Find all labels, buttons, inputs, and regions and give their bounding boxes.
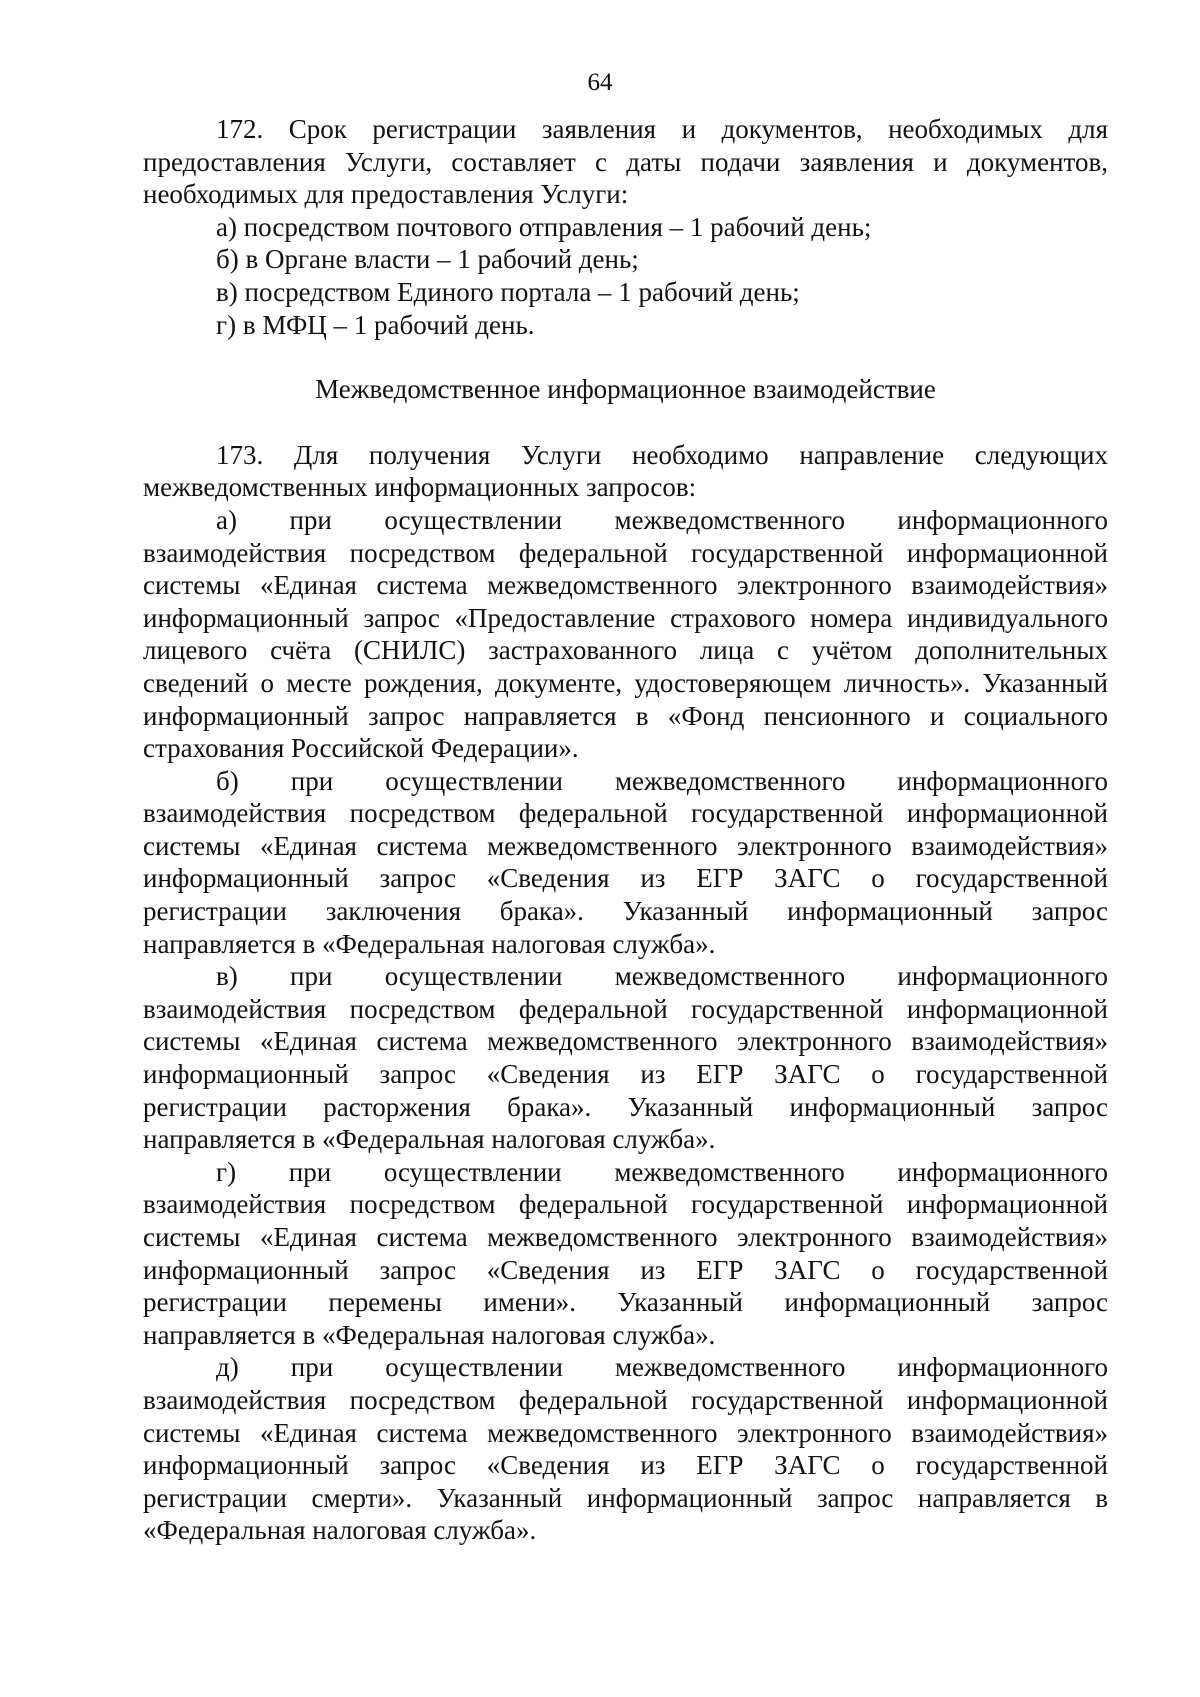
list-item: а) посредством почтового отправления – 1 рабочий день; — [216, 211, 872, 242]
paragraph-line: направляется в «Федеральная налоговая служба». — [143, 1319, 716, 1350]
paragraph-line: необходимых для предоставления Услуги: — [143, 179, 629, 210]
paragraph-line: регистрации заключения брака». Указанный информационный запрос — [143, 896, 1108, 927]
paragraph-173 — [143, 439, 1108, 504]
paragraph-line: взаимодействия посредством федеральной государственной информационной — [143, 798, 1108, 829]
paragraph-line: б) при осуществлении межведомственного информационного — [216, 765, 1108, 796]
paragraph-line: г) при осуществлении межведомственного информационного — [216, 1156, 1108, 1187]
paragraph-line: информационный запрос «Сведения из ЕГР ЗАГС о государственной — [143, 863, 1108, 894]
paragraph-line: предоставления Услуги, составляет с даты подачи заявления и документов, — [143, 146, 1108, 177]
paragraph-line: информационный запрос «Сведения из ЕГР ЗАГС о государственной — [143, 1059, 1108, 1090]
paragraph-172-list — [143, 211, 1108, 341]
paragraph-line: направляется в «Федеральная налоговая служба». — [143, 1124, 716, 1155]
paragraph-line: страхования Российской Федерации». — [143, 733, 579, 764]
paragraph-line: системы «Единая система межведомственного электронного взаимодействия» — [143, 1417, 1108, 1448]
paragraph-line: лицевого счёта (СНИЛС) застрахованного лица с учётом дополнительных — [143, 635, 1108, 666]
paragraph-line: сведений о месте рождения, документе, удостоверяющем личность». Указанный — [143, 667, 1108, 698]
paragraph-172 — [143, 113, 1108, 211]
paragraph-line: взаимодействия посредством федеральной государственной информационной — [143, 537, 1108, 568]
paragraph-line: межведомственных информационных запросов: — [143, 472, 697, 503]
list-item: г) в МФЦ – 1 рабочий день. — [216, 309, 535, 340]
paragraph-line: регистрации расторжения брака». Указанный информационный запрос — [143, 1091, 1108, 1122]
paragraph-line: информационный запрос направляется в «Фонд пенсионного и социального — [143, 700, 1108, 731]
paragraph-line: информационный запрос «Предоставление страхового номера индивидуального — [143, 602, 1108, 633]
paragraph-line: системы «Единая система межведомственного электронного взаимодействия» — [143, 570, 1108, 601]
paragraph-line: информационный запрос «Сведения из ЕГР ЗАГС о государственной — [143, 1450, 1108, 1481]
paragraph-line: системы «Единая система межведомственного электронного взаимодействия» — [143, 1026, 1108, 1057]
item-g — [143, 1156, 1108, 1352]
paragraph-line: направляется в «Федеральная налоговая служба». — [143, 928, 716, 959]
list-item: в) посредством Единого портала – 1 рабочий день; — [216, 276, 800, 307]
paragraph-line: взаимодействия посредством федеральной государственной информационной — [143, 1189, 1108, 1220]
item-v — [143, 960, 1108, 1156]
list-item: б) в Органе власти – 1 рабочий день; — [216, 244, 639, 275]
paragraph-line: взаимодействия посредством федеральной государственной информационной — [143, 993, 1108, 1024]
paragraph-line: а) при осуществлении межведомственного информационного — [216, 504, 1108, 535]
paragraph-line: д) при осуществлении межведомственного информационного — [216, 1352, 1108, 1383]
item-d — [143, 1351, 1108, 1547]
paragraph-line: регистрации смерти». Указанный информационный запрос направляется в — [143, 1482, 1108, 1513]
paragraph-line: в) при осуществлении межведомственного информационного — [216, 961, 1108, 992]
paragraph-line: регистрации перемены имени». Указанный информационный запрос — [143, 1287, 1108, 1318]
paragraph-line: «Федеральная налоговая служба». — [143, 1515, 537, 1546]
item-b — [143, 765, 1108, 961]
section-heading: Межведомственное информационное взаимодействие — [315, 374, 936, 405]
page-content — [143, 113, 1108, 1547]
item-a — [143, 504, 1108, 765]
paragraph-line: системы «Единая система межведомственного электронного взаимодействия» — [143, 1222, 1108, 1252]
paragraph-line: системы «Единая система межведомственного электронного взаимодействия» — [143, 830, 1108, 861]
paragraph-line: взаимодействия посредством федеральной государственной информационной — [143, 1384, 1108, 1415]
page-number: 64 — [587, 69, 613, 96]
paragraph-line: информационный запрос «Сведения из ЕГР ЗАГС о государственной — [143, 1254, 1108, 1285]
paragraph-line: 172. Срок регистрации заявления и документов, необходимых для — [216, 114, 1108, 144]
paragraph-line: 173. Для получения Услуги необходимо направление следующих — [216, 439, 1108, 470]
